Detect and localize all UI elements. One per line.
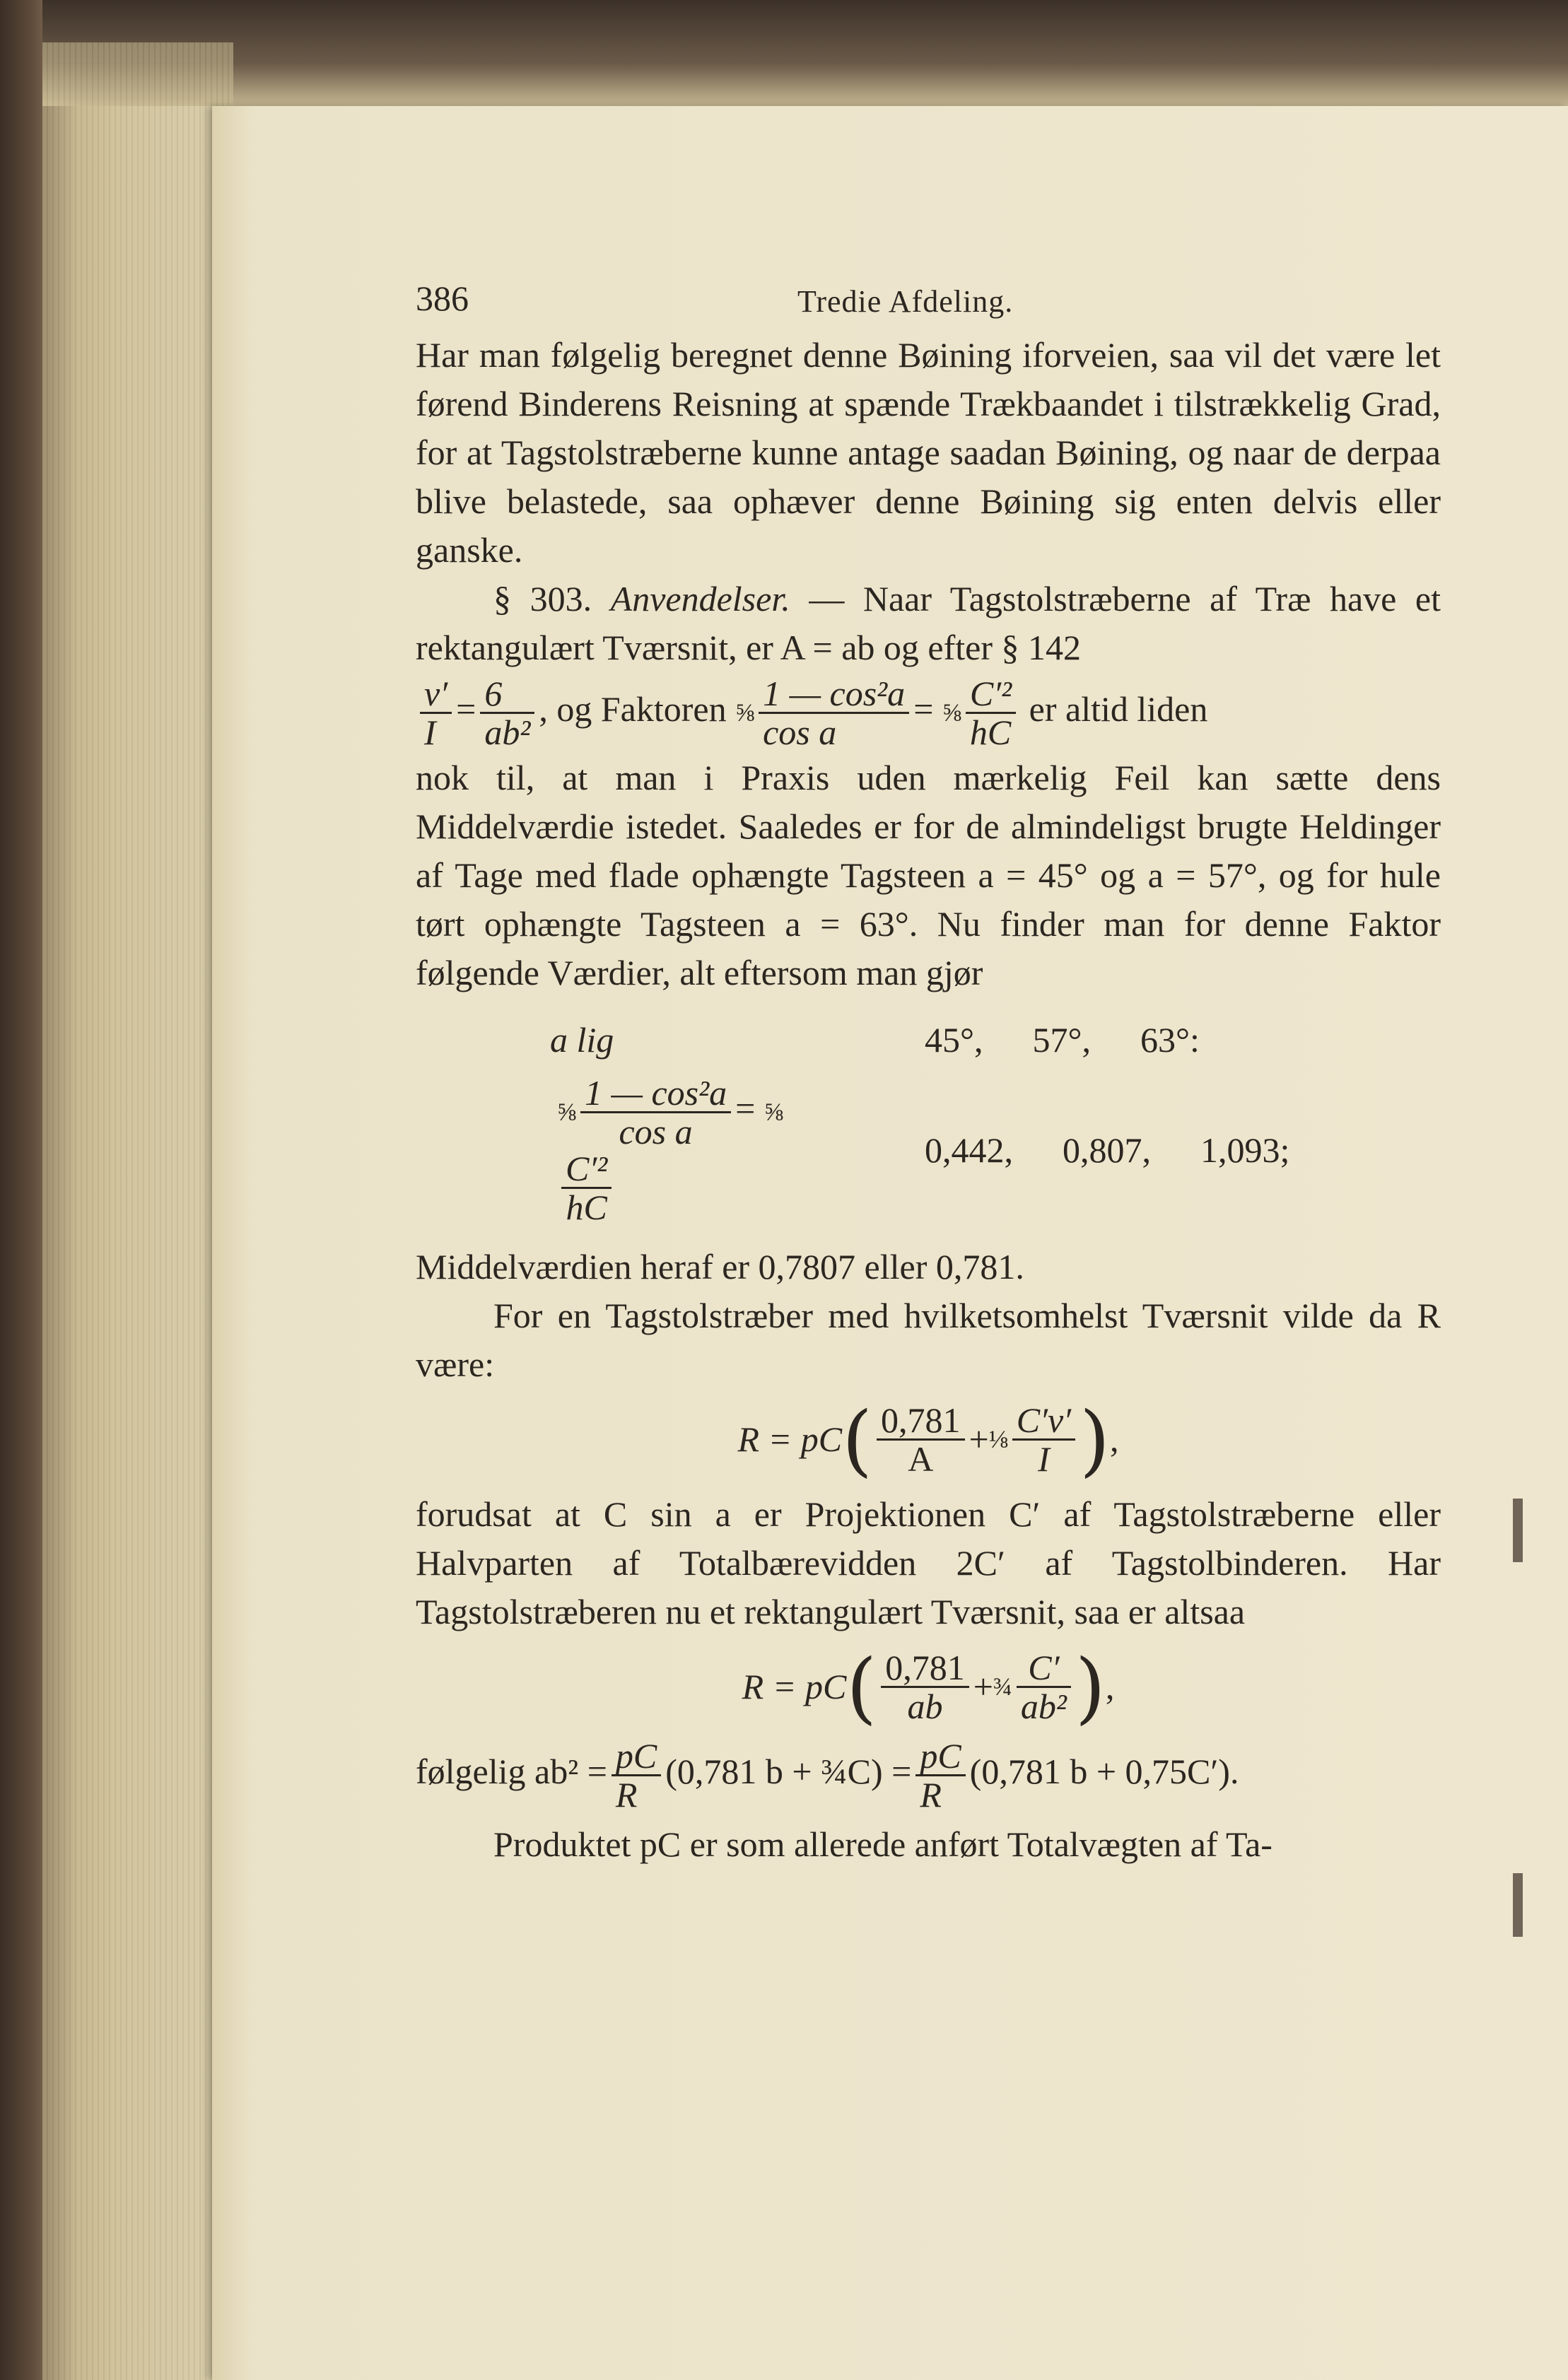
fraction: $\frac{v'}{I}$ — [420, 675, 452, 751]
paragraph: Har man følgelig beregnet denne Bøining iforveien, saa vil det være let førend Binderens Reisning at spænde Trækbaandet i tilstrækkelig Grad, for at Tagstolstræberne kunne antage saadan Bøining, og naar de derpaa blive belastede, saa ophæver denne Bøining sig enten delvis eller ganske. — [416, 335, 1441, 570]
table-label: a lig — [550, 1020, 614, 1060]
paragraph: Produktet pC er som allerede anført Totalvægten af Ta- — [493, 1824, 1272, 1864]
text: , og Faktoren — [539, 688, 727, 729]
equation: følgelig ab² = $\frac{pC}{R}$ (0,781 b + ¾C) = $\frac{pC}{R}$ (0,781 b + 0,75C′). — [416, 1736, 1239, 1815]
page-content — [416, 274, 1441, 1869]
page-margin-mark — [1513, 1499, 1523, 1562]
table-label: ⅝ $\frac{\text{1 — cos²a}}{\text{cos a}}$ = ⅝ $\frac{\text{C′²}}{hC}$ — [557, 1073, 783, 1227]
table-row — [416, 1074, 1441, 1226]
fraction: $\frac{\text{C′²}}{hC}$ — [966, 675, 1016, 751]
running-title: Tredie Afdeling. — [797, 284, 1014, 319]
text: er altid liden — [1029, 688, 1208, 729]
page-edge-top — [42, 0, 1568, 106]
paragraph: forudsat at C sin a er Projektionen C′ af Tagstolstræberne eller Halvparten af Totalbærevidden 2C′ af Tagstolbinderen. Har Tagstolstræberen nu et rektangulært Tværsnit, saa er altsaa — [416, 1494, 1441, 1631]
paragraph: For en Tagstolstræber med hvilketsomhelst Tværsnit vilde da R være: — [416, 1296, 1441, 1384]
fraction-symbol: ⅝ — [942, 698, 961, 727]
equation: R = pC ( $\frac{0,781}{ab}$ + ¾ $\frac{C'}{\text{ab²}}$ ) , — [742, 1641, 1115, 1733]
formula-line: $\frac{v'}{I}$ = $\frac{6}{\text{ab²}}$ , og Faktoren ⅝ $\frac{\text{1 — cos²a}}{\text{cos a}}$ = ⅝ $\frac{\text{C′²}}{hC}$ er altid liden — [416, 675, 1441, 751]
fraction-symbol: ⅝ — [735, 698, 755, 727]
paragraph: Middelværdien heraf er 0,7807 eller 0,781. — [416, 1247, 1024, 1286]
section-title: Anvendelser. — [610, 579, 790, 619]
paragraph: nok til, at man i Praxis uden mærkelig Feil kan sætte dens Middelværdie istedet. Saaledes er for de almindeligst brugte Heldinger af Tage med flade ophængte Tagsteen a = 45° og a = 57°, og for hule tørt ophængte Tagsteen a = 63°. Nu finder man for denne Faktor følgende Værdier, alt eftersom man gjør — [416, 758, 1441, 992]
table-values: 45°, 57°, 63°: — [925, 1020, 1200, 1060]
equation: R = pC ( $\frac{0,781}{A}$ + ⅛ $\frac{C'v'}{I}$ ) , — [737, 1394, 1119, 1485]
page-edges — [42, 42, 233, 2380]
fraction: $\frac{6}{\text{ab²}}$ — [480, 675, 534, 751]
section-number: § 303. — [493, 579, 592, 619]
page-margin-mark — [1513, 1873, 1523, 1937]
page-number: 386 — [416, 279, 469, 318]
table-values: 0,442, 0,807, 1,093; — [925, 1130, 1290, 1170]
section-paragraph — [416, 575, 1441, 672]
table-row — [416, 1016, 1441, 1065]
section-text: — Naar Tagstolstræberne af Træ have et rektangulært Tværsnit, er A = ab og efter § 142 — [416, 579, 1441, 667]
page-header — [416, 274, 1441, 331]
fraction: $\frac{\text{1 — cos²a}}{\text{cos a}}$ — [759, 675, 909, 751]
